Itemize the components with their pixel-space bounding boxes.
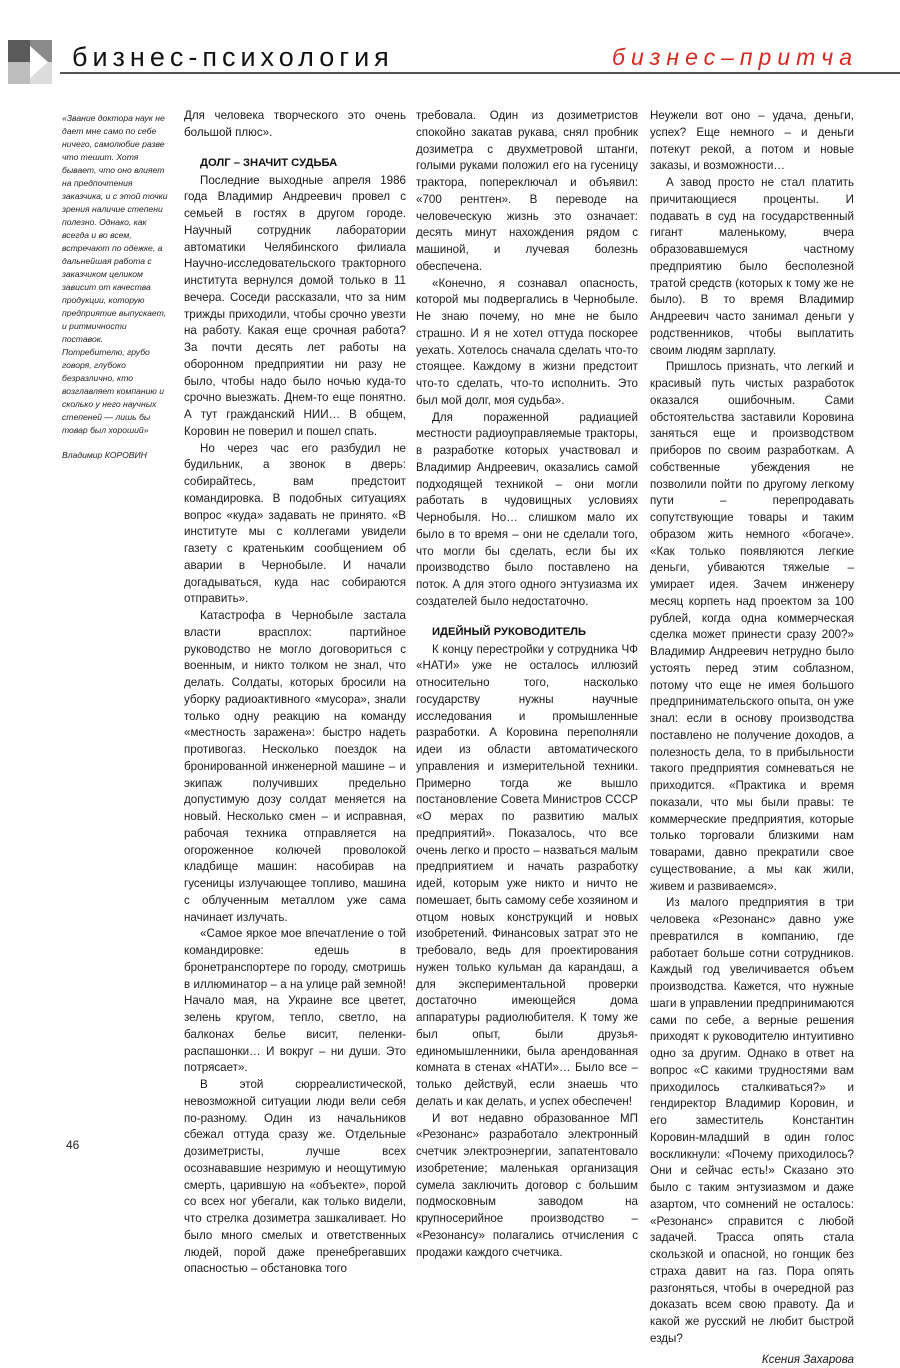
section-heading: ИДЕЙНЫЙ РУКОВОДИТЕЛЬ: [432, 624, 638, 640]
paragraph: И вот недавно образованное МП «Резонанс» разработало электронный счетчик электроэнергии, запатентовало изобретение; маленькая организация сумела заключить договор с большим подмосковным заводом на крупносерийное производство – «Резонансу» полагались отчисления с продажи каждого счетчика.: [416, 1111, 638, 1262]
paragraph: требовала. Один из дозиметристов спокойно закатав рукава, снял пробник дозиметра с двухметровой штанги, голыми руками положил его на гусеницу трактора, попереключал и объявил: «700 рентген». В переводе на человеческую жизнь это означает: десять минут нахождения рядом с машиной, и лучевая болезнь обеспечена.: [416, 108, 638, 276]
article-column-1: [184, 108, 406, 1278]
paragraph: «Самое яркое мое впечатление о той командировке: едешь в бронетранспортере по городу, смотришь в иллюминатор – а на улице рай земной! Начало мая, на Украине все цветет, зелень кругом, тепло, светло, на балконах белье висит, пеленки-распашонки… И вокруг – ни души. Это потрясает».: [184, 926, 406, 1077]
page-header: [0, 0, 900, 110]
paragraph: Из малого предприятия в три человека «Резонанс» давно уже превратился в компанию, где работает больше сотни сотрудников. Каждый год увеличивается объем производства. Кажется, что нужные шаги в управлении предпринимаются сами по себе, а верные решения приходят к руководителю интуитивно одно за другим. Однако в ответ на вопрос «С какими трудностями вам приходилось сталкиваться?» и гендиректор Владимир Коровин, и его заместитель Константин Коровин-младший в один голос воскликнули: «Почему приходилось? Они и сейчас есть!» Сказано это было с таким энтузиазмом и даже азартом, что сомнений не осталось: «Резонанс» справится с любой задачей. Трасса опять стала скользкой и опасной, но гонщик без страха давит на газ. Пора опять разгоняться, чтобы в очередной раз доказать всем свою правоту. Да и какой же русский не любит быстрой езды?: [650, 895, 854, 1347]
sidebar-quote: [62, 112, 168, 462]
paragraph: Катастрофа в Чернобыле застала власти врасплох: партийное руководство не могло договориться с военным, и никто толком не знал, что делать. Солдаты, которых бросили на уборку радиоактивного «мусора», знали только одну реакцию на команду «местность заражена»: быстро надеть противогаз. Несколько поездок на бронированной инженерной машине – и экипаж получивших предельно допустимую дозу солдат меняется на новый. Несколько смен – и исправная, рабочая техника отправляется на огороженное колючей проволокой кладбище машин: насобирав на гусеницы излучающее топливо, машина с облученным металлом уже сама начинает излучать.: [184, 608, 406, 926]
rubric-title: бизнес–притча: [612, 44, 858, 71]
paragraph: Для пораженной радиацией местности радиоуправляемые тракторы, в разработке которых участвовал и Владимир Андреевич, оказались самой подходящей техникой – они могли работать в чудовищных условиях Чернобыля. Но… слишком мало их было в то время – они не сделали того, что могли бы сделать, если бы их производство было поставлено на поток. А для этого одного энтузиазма их создателей было недостаточно.: [416, 410, 638, 611]
paragraph: В этой сюрреалистической, невозможной ситуации люди вели себя по-разному. Один из начальников сбежал оттуда сразу же. Отдельные дозиметристы, лучше всех осознававшие незримую и неощутимую смерть, царившую на «объекте», порой со всех ног убегали, как только видели, что стрелка дозиметра зашкаливает. Но было много смелых и ответственных людей, порой даже пренебрегавших опасностью – обстановка того: [184, 1077, 406, 1278]
paragraph: «Конечно, я сознавал опасность, которой мы подвергались в Чернобыле. Не знаю почему, но мне не было страшно. И я не хотел оттуда поскорее уехать. Хотелось сначала сделать что-то стоящее. Каждому в жизни предстоит что-то сделать, что-то исполнить. Это был мой долг, моя судьба».: [416, 276, 638, 410]
article-column-3: [650, 108, 854, 1368]
paragraph: К концу перестройки у сотрудника ЧФ «НАТИ» уже не осталось иллюзий относительно того, насколько государству нужны научные исследования и промышленные разработки. А Коровина переполняли идеи из области автоматического управления и измерительной техники. Примерно тогда же вышло постановление Совета Министров СССР «О мерах по развитию малых предприятий». Показалось, что все очень легко и просто – назваться малым предприятием и начать разработку идей, которым уже никто и ничто не помешает, быть самому себе хозяином и отцом новых конструкций и новых изобретений. Финансовых затрат это не требовало, ведь для проектирования нужен только кульман да карандаш, а для экспериментальной проверки достаточно имеющейся дома аппаратуры радиолюбителя. К тому же был опыт, были друзья-единомышленники, была арендованная комната в стенах «НАТИ»… Было все – только действуй, если знаешь что делать и как делать, и успех обеспечен!: [416, 642, 638, 1111]
paragraph: Пришлось признать, что легкий и красивый путь чистых разработок оказался ошибочным. Сами обстоятельства заставили Коровина заняться еще и производством приборов по своим разработкам. А собственные убеждения не позволили пойти по другому легкому пути – перепродавать сопутствующие товары и таким образом жить немного «богаче». «Как только появляются легкие деньги, убиваются тяжелые – умирает идея. Зачем инженеру месяц корпеть над проектом за 100 рублей, когда одна коммерческая сделка может принести сразу 200?» Владимир Андреевич нетрудно было устоять перед этим соблазном, потому что еще не имея большого предпринимательского опыта, он уже знал: если в основу производства поставлено не получение доходов, а полезность дела, то в прибыльности такого предприятия сомневаться не приходится. «Практика и время показали, что мы были правы: те коммерческие предприятия, которые только торговали близкими нам товарами, давно прекратили свое существование, а мы как жили, живем и развиваемся».: [650, 359, 854, 895]
paragraph: Для человека творческого это очень большой плюс».: [184, 108, 406, 142]
quote-text: «Звание доктора наук не дает мне само по себе ничего, самолюбие разве что тешит. Хотя бывает, что оно влияет на предпочтения заказчика, и с этой точки зрения наличие степени полезно. Однако, как всегда и во всем, встречают по одежке, а дальнейшая работа с заказчиком целиком зависит от качества продукции, которую предприятие выпускает, и ритмичности поставок. Потребителю, грубо говоря, глубоко безразлично, кто возглавляет компанию и сколько у него научных степеней — лишь бы товар был хороший»: [62, 112, 168, 437]
paragraph: Но через час его разбудил не будильник, а звонок в дверь: собирайтесь, вам предстоит командировка. В подобных ситуациях вопрос «куда» задавать не принято. «В институте мы с коллегами увидели газету с кратеньким сообщением об аварии в Чернобыле. И начали догадываться, куда нас собираются отправить».: [184, 441, 406, 609]
paragraph: А завод просто не стал платить причитающиеся проценты. И подавать в суд на государственный гигант маленькому, вчера образовавшемуся частному предприятию было бесполезной тратой средств (которых к тому же не было). В то время Владимир Андреевич часто занимал деньги у родственников, чтобы выплатить своим людям зарплату.: [650, 175, 854, 359]
article-column-2: [416, 108, 638, 1261]
section-title: бизнес-психология: [72, 42, 394, 73]
quote-author: Владимир КОРОВИН: [62, 449, 168, 462]
page-number: 46: [66, 1138, 79, 1152]
paragraph: Последние выходные апреля 1986 года Владимир Андреевич провел с семьей в гостях в другом городе. Научный сотрудник лаборатории автоматики Челябинского филиала Научно-исследовательского тракторного института вернулся домой только в 11 вечера. Соседи рассказали, что за ним трижды приходили, чтобы срочно увезти на работу. Какая еще срочная работа? За почти десять лет работы на оборонном предприятии ни разу не было, чтобы надо было ночью куда-то срочно выезжать. Днем-то еще понятно. А тут гражданский НИИ… В общем, Коровин не поверил и пошел спать.: [184, 173, 406, 441]
section-heading: ДОЛГ – ЗНАЧИТ СУДЬБА: [200, 155, 406, 171]
author-signature: Ксения Захарова: [650, 1352, 854, 1368]
header-rule: [60, 72, 900, 74]
paragraph: Неужели вот оно – удача, деньги, успех? Еще немного – и деньги потекут рекой, а потом и новые заказы, и возможности…: [650, 108, 854, 175]
section-logo-icon: [8, 40, 52, 84]
